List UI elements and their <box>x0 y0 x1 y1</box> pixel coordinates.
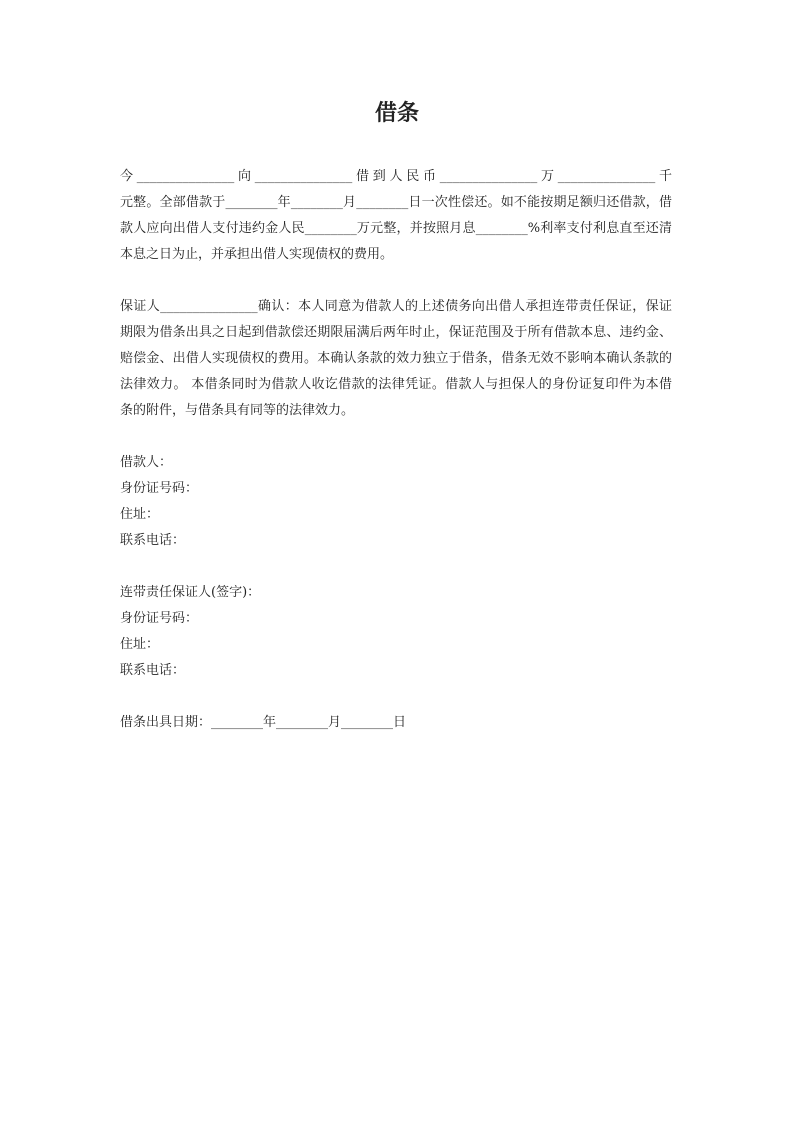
issue-date <box>120 710 406 736</box>
guarantor-label: 连带责任保证人(签字)： <box>120 585 261 600</box>
document-title: 借条 <box>374 100 419 126</box>
text-line: 条的附件，与借条具有同等的法律效力。 <box>120 403 355 418</box>
text-line: 期限为借条出具之日起到借款偿还期限届满后两年时止，保证范围及于所有借款本息、违约金、 <box>120 325 672 340</box>
borrower-phone-label: 联系电话： <box>120 533 186 548</box>
borrower-info <box>120 450 198 554</box>
text-line: 今_______________向_______________借到人民币_______________万_______________千 <box>120 169 672 184</box>
borrower-label: 借款人： <box>120 455 173 470</box>
borrower-address-label: 住址： <box>120 507 160 522</box>
text-line: 款人应向出借人支付违约金人民________万元整，并按照月息________%利率支付利息直至还清 <box>120 221 672 236</box>
guarantor-phone-label: 联系电话： <box>120 663 186 678</box>
guarantee-paragraph <box>120 294 672 424</box>
issue-date-line: 借条出具日期：________年________月________日 <box>120 715 407 730</box>
text-line: 保证人_______________确认：本人同意为借款人的上述债务向出借人承担连带责任保证，保证 <box>120 299 672 314</box>
guarantor-id-label: 身份证号码： <box>120 611 199 626</box>
guarantor-info <box>120 580 260 684</box>
guarantor-address-label: 住址： <box>120 637 160 652</box>
loan-terms-paragraph <box>120 164 672 268</box>
text-line: 法律效力。 本借条同时为借款人收讫借款的法律凭证。借款人与担保人的身份证复印件为本借 <box>120 377 672 392</box>
text-line: 本息之日为止，并承担出借人实现债权的费用。 <box>120 247 394 262</box>
borrower-id-label: 身份证号码： <box>120 481 199 496</box>
text-line: 元整。全部借款于________年________月________日一次性偿还。如不能按期足额归还借款，借 <box>120 195 672 210</box>
text-line: 赔偿金、出借人实现债权的费用。本确认条款的效力独立于借条，借条无效不影响本确认条款的 <box>120 351 672 366</box>
